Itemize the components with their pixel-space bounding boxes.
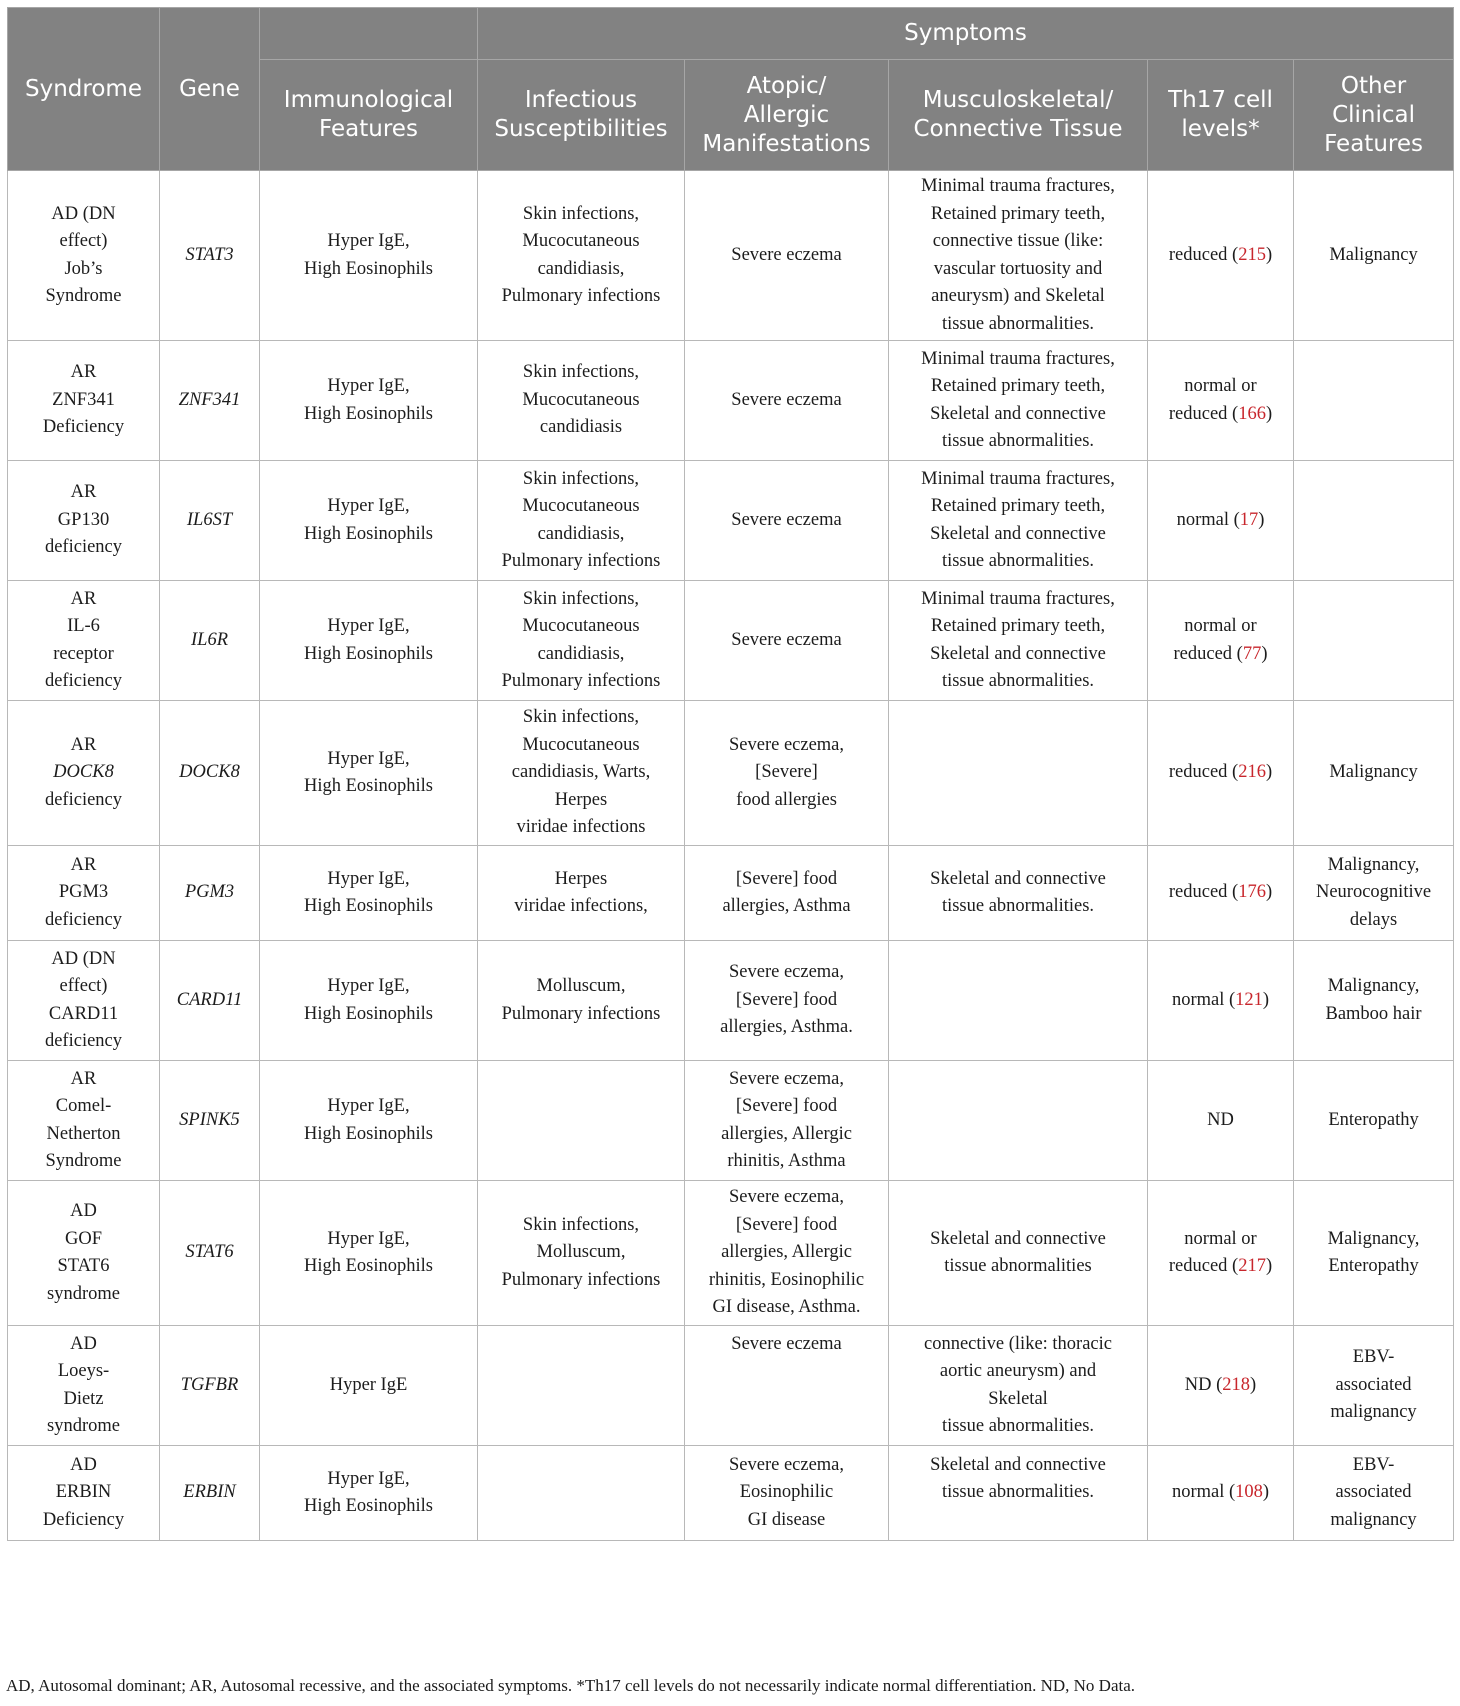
cell-gene: ZNF341 [160, 341, 260, 461]
atopic-line: Eosinophilic [739, 1482, 834, 1503]
cell-gene: STAT3 [160, 171, 260, 341]
syndrome-line: AD [70, 1454, 97, 1475]
cell-syndrome [8, 1326, 160, 1446]
immunological-line: High Eosinophils [304, 1123, 433, 1144]
cell-atopic [685, 581, 889, 701]
syndrome-line: effect) [59, 231, 108, 251]
atopic-line: Severe eczema, [728, 734, 845, 755]
table-row [8, 171, 1454, 341]
musculoskeletal-line: aneurysm) and Skeletal [931, 286, 1105, 306]
other-line: Neurocognitive [1315, 882, 1432, 903]
other-line: malignancy [1330, 1509, 1417, 1530]
cell-infectious [478, 171, 685, 341]
syndrome-line: GP130 [57, 509, 110, 530]
cell-musculoskeletal [889, 581, 1148, 701]
atopic-line: allergies, Allergic [721, 1242, 852, 1263]
syndrome-line: ERBIN [55, 1482, 112, 1503]
table-row [8, 581, 1454, 701]
infectious-line: candidiasis, Warts, [511, 762, 651, 783]
musculoskeletal-line: Minimal trauma fractures, [921, 588, 1115, 609]
th17-line: reduced (166) [1168, 403, 1273, 424]
syndrome-line: AR [70, 588, 97, 609]
other-line: EBV- [1352, 1347, 1395, 1368]
th17-line: reduced (77) [1173, 643, 1268, 664]
reference-link[interactable]: 77 [1242, 643, 1262, 664]
cell-infectious [478, 1326, 685, 1446]
cell-musculoskeletal [889, 1326, 1148, 1446]
infectious-line: Skin infections, [522, 203, 640, 224]
header-other: Other Clinical Features [1294, 60, 1454, 171]
atopic-line [689, 1413, 884, 1441]
cell-infectious [478, 1446, 685, 1541]
immunological-line: Hyper IgE, [327, 1096, 410, 1116]
atopic-line: Severe eczema [731, 509, 842, 530]
cell-atopic [685, 341, 889, 461]
th17-line: normal or [1184, 1228, 1257, 1249]
reference-link[interactable]: 217 [1238, 1256, 1266, 1276]
cell-infectious [478, 1061, 685, 1181]
infectious-line: Molluscum, [536, 976, 626, 996]
musculoskeletal-line: tissue abnormalities. [941, 671, 1095, 691]
other-line: Enteropathy [1328, 1109, 1419, 1130]
immunological-line: High Eosinophils [304, 523, 433, 544]
atopic-line: Severe eczema [731, 244, 842, 265]
atopic-line: Severe eczema [731, 629, 842, 650]
immunological-line: Hyper IgE, [327, 231, 410, 251]
syndrome-line: Syndrome [45, 286, 122, 306]
cell-gene: ERBIN [160, 1446, 260, 1541]
infectious-line: Skin infections, [522, 468, 640, 489]
th17-line: reduced (217) [1168, 1256, 1273, 1276]
cell-immunological [260, 461, 478, 581]
immunological-line: High Eosinophils [304, 896, 433, 916]
immunological-line: Hyper IgE, [327, 496, 410, 516]
cell-syndrome [8, 1061, 160, 1181]
immunological-line: High Eosinophils [304, 1256, 433, 1276]
atopic-line: Severe eczema, [728, 962, 845, 983]
immunological-line: Hyper IgE, [327, 976, 410, 996]
cell-gene: SPINK5 [160, 1061, 260, 1181]
syndrome-line: syndrome [47, 1283, 120, 1304]
cell-syndrome [8, 581, 160, 701]
th17-line: reduced (216) [1168, 762, 1273, 783]
th17-line: reduced (176) [1168, 882, 1273, 903]
musculoskeletal-line: tissue abnormalities. [941, 313, 1095, 334]
th17-line: ND (218) [1184, 1374, 1257, 1395]
atopic-line: [Severe] food [735, 989, 838, 1010]
cell-syndrome [8, 941, 160, 1061]
cell-atopic [685, 701, 889, 846]
cell-th17 [1148, 1181, 1294, 1326]
cell-other [1294, 846, 1454, 941]
cell-other [1294, 1061, 1454, 1181]
header-symptoms: Symptoms [478, 8, 1454, 60]
syndrome-line: Deficiency [42, 417, 125, 438]
cell-other [1294, 941, 1454, 1061]
other-line: Malignancy, [1327, 854, 1420, 875]
immunological-line: Hyper IgE [329, 1374, 408, 1395]
cell-immunological [260, 1326, 478, 1446]
infectious-line: Herpes [554, 868, 608, 889]
atopic-line: [Severe] food [735, 868, 838, 889]
infectious-line: Mucocutaneous [522, 734, 640, 755]
syndrome-line: GOF [64, 1228, 102, 1249]
other-line: Bamboo hair [1325, 1003, 1422, 1024]
immunological-line: Hyper IgE, [327, 748, 410, 769]
atopic-line: [Severe] [755, 762, 818, 783]
other-line: Enteropathy [1328, 1256, 1419, 1276]
cell-th17 [1148, 1446, 1294, 1541]
cell-other [1294, 1326, 1454, 1446]
cell-gene: CARD11 [160, 941, 260, 1061]
table-row [8, 1326, 1454, 1446]
infectious-line: Mucocutaneous [522, 231, 640, 251]
cell-musculoskeletal [889, 341, 1148, 461]
th17-line: normal or [1184, 616, 1257, 636]
atopic-line: Severe eczema, [728, 1068, 845, 1089]
infectious-line: Skin infections, [522, 707, 640, 728]
atopic-line: GI disease [747, 1509, 826, 1530]
cell-atopic [685, 461, 889, 581]
th17-line: reduced (215) [1168, 244, 1273, 265]
other-line: Malignancy, [1327, 976, 1420, 996]
other-line: Malignancy [1329, 762, 1418, 783]
cell-infectious [478, 701, 685, 846]
cell-atopic [685, 1181, 889, 1326]
reference-link[interactable]: 108 [1235, 1482, 1263, 1503]
musculoskeletal-line: Skeletal and connective [930, 643, 1106, 664]
musculoskeletal-line: connective (like: thoracic [924, 1333, 1112, 1354]
th17-line: normal (17) [1176, 509, 1265, 530]
syndrome-line: effect) [59, 976, 108, 996]
cell-musculoskeletal [889, 461, 1148, 581]
cell-immunological [260, 846, 478, 941]
musculoskeletal-line: tissue abnormalities. [941, 431, 1095, 451]
cell-atopic [685, 846, 889, 941]
cell-gene: TGFBR [160, 1326, 260, 1446]
atopic-line: allergies, Asthma. [720, 1017, 853, 1038]
syndrome-line: deficiency [44, 789, 123, 810]
reference-link[interactable]: 218 [1222, 1374, 1251, 1395]
infectious-line: Pulmonary infections [501, 1003, 661, 1024]
syndrome-line: AR [70, 734, 97, 755]
immunological-line: Hyper IgE, [327, 1468, 410, 1489]
immunological-line: Hyper IgE, [327, 1228, 410, 1249]
infectious-line: viridae infections [516, 817, 646, 838]
reference-link[interactable]: 17 [1239, 509, 1259, 530]
header-infectious: Infectious Susceptibilities [478, 60, 685, 171]
cell-syndrome [8, 1446, 160, 1541]
musculoskeletal-line: Skeletal [988, 1388, 1048, 1409]
th17-line: ND [1207, 1109, 1234, 1130]
cell-other [1294, 171, 1454, 341]
header-atopic: Atopic/ Allergic Manifestations [685, 60, 889, 171]
atopic-line: Severe eczema [731, 1333, 842, 1354]
immunological-line: High Eosinophils [304, 776, 433, 796]
cell-th17 [1148, 1061, 1294, 1181]
cell-th17 [1148, 941, 1294, 1061]
cell-syndrome [8, 701, 160, 846]
cell-infectious [478, 1181, 685, 1326]
header-th17: Th17 cell levels* [1148, 60, 1294, 171]
infectious-line: Pulmonary infections [501, 551, 661, 571]
syndrome-line: AD (DN [51, 203, 116, 224]
syndrome-line: Job’s [64, 258, 103, 279]
musculoskeletal-line: Skeletal and connective [930, 1228, 1106, 1249]
cell-th17 [1148, 701, 1294, 846]
musculoskeletal-line: Minimal trauma fractures, [921, 468, 1115, 489]
immunological-line: High Eosinophils [304, 258, 433, 279]
cell-th17 [1148, 461, 1294, 581]
atopic-line: [Severe] food [735, 1214, 838, 1235]
atopic-line: Severe eczema, [728, 1454, 845, 1475]
musculoskeletal-line: Retained primary teeth, [930, 616, 1106, 636]
cell-musculoskeletal [889, 941, 1148, 1061]
cell-immunological [260, 1446, 478, 1541]
syndrome-line: ZNF341 [52, 389, 115, 410]
cell-musculoskeletal [889, 1061, 1148, 1181]
th17-line: normal (108) [1171, 1482, 1270, 1503]
syndrome-line: IL-6 [67, 616, 100, 636]
syndrome-line: AR [70, 362, 97, 383]
syndrome-line: Deficiency [42, 1509, 125, 1530]
other-line: malignancy [1330, 1402, 1417, 1423]
musculoskeletal-line: Skeletal and connective [930, 868, 1106, 889]
cell-immunological [260, 1181, 478, 1326]
reference-link[interactable]: 216 [1238, 762, 1266, 783]
atopic-line: allergies, Asthma [722, 896, 851, 916]
table-body [8, 171, 1454, 1541]
table-row [8, 941, 1454, 1061]
cell-syndrome [8, 341, 160, 461]
musculoskeletal-line: Retained primary teeth, [930, 376, 1106, 396]
cell-infectious [478, 341, 685, 461]
cell-immunological [260, 581, 478, 701]
syndrome-line: CARD11 [48, 1003, 119, 1024]
musculoskeletal-line: tissue abnormalities. [941, 896, 1095, 916]
cell-syndrome [8, 1181, 160, 1326]
infectious-line: Molluscum, [536, 1242, 626, 1263]
table-footnote: AD, Autosomal dominant; AR, Autosomal recessive, and the associated symptoms. *Th17 cell levels do not necessarily indicate normal differentiation. ND, No Data. [6, 1676, 1136, 1695]
musculoskeletal-line: Skeletal and connective [930, 1454, 1106, 1475]
syndrome-line: Loeys- [57, 1361, 110, 1381]
other-line: associated [1335, 1482, 1412, 1503]
other-line: associated [1335, 1374, 1412, 1395]
cell-immunological [260, 941, 478, 1061]
cell-atopic [685, 171, 889, 341]
infectious-line: Mucocutaneous [522, 496, 640, 516]
cell-gene: IL6R [160, 581, 260, 701]
musculoskeletal-line [893, 1507, 1143, 1535]
syndrome-line: AD (DN [51, 948, 116, 969]
syndrome-line: STAT6 [57, 1256, 110, 1276]
header-blank [260, 8, 478, 60]
cell-atopic [685, 1061, 889, 1181]
reference-link[interactable]: 215 [1238, 244, 1266, 265]
cell-musculoskeletal [889, 846, 1148, 941]
syndrome-line: AD [70, 1201, 97, 1221]
infectious-line: Skin infections, [522, 362, 640, 383]
table-row [8, 461, 1454, 581]
cell-musculoskeletal [889, 1446, 1148, 1541]
th17-line: normal or [1184, 376, 1257, 396]
infectious-line: candidiasis, [537, 258, 625, 279]
cell-th17 [1148, 171, 1294, 341]
other-line: EBV- [1352, 1454, 1395, 1475]
cell-atopic [685, 1326, 889, 1446]
musculoskeletal-line: tissue abnormalities [944, 1256, 1092, 1276]
cell-other [1294, 1446, 1454, 1541]
atopic-line [689, 1386, 884, 1414]
cell-other [1294, 701, 1454, 846]
atopic-line: Severe eczema [731, 389, 842, 410]
table-row [8, 341, 1454, 461]
other-line: Malignancy, [1327, 1228, 1420, 1249]
infectious-line: candidiasis [539, 417, 623, 438]
infectious-line: Pulmonary infections [501, 671, 661, 691]
infectious-line: Mucocutaneous [522, 389, 640, 410]
cell-immunological [260, 341, 478, 461]
cell-atopic [685, 941, 889, 1061]
atopic-line: GI disease, Asthma. [712, 1297, 861, 1318]
infectious-line: candidiasis, [537, 523, 625, 544]
syndrome-line: PGM3 [58, 882, 109, 903]
infectious-line: Mucocutaneous [522, 616, 640, 636]
atopic-line: allergies, Allergic [721, 1123, 852, 1144]
table-row [8, 1061, 1454, 1181]
header-musculoskeletal: Musculoskeletal/ Connective Tissue [889, 60, 1148, 171]
cell-immunological [260, 1061, 478, 1181]
infectious-line: candidiasis, [537, 643, 625, 664]
header-gene: Gene [160, 8, 260, 171]
infectious-line: Skin infections, [522, 588, 640, 609]
syndrome-line: syndrome [47, 1416, 120, 1436]
immunological-line: High Eosinophils [304, 403, 433, 424]
cell-musculoskeletal [889, 701, 1148, 846]
infectious-line: Herpes [554, 789, 608, 810]
cell-atopic [685, 1446, 889, 1541]
cell-immunological [260, 701, 478, 846]
syndrome-line: Netherton [46, 1123, 121, 1144]
syndrome-line: AD [70, 1333, 97, 1354]
syndrome-line: deficiency [44, 671, 123, 691]
th17-line: normal (121) [1171, 989, 1270, 1010]
cell-other [1294, 581, 1454, 701]
syndrome-line: AR [70, 854, 97, 875]
cell-th17 [1148, 581, 1294, 701]
table-row [8, 846, 1454, 941]
musculoskeletal-line: Retained primary teeth, [930, 203, 1106, 224]
reference-link[interactable]: 166 [1238, 403, 1266, 424]
reference-link[interactable]: 176 [1238, 882, 1266, 903]
cell-infectious [478, 461, 685, 581]
cell-infectious [478, 846, 685, 941]
syndrome-table [7, 7, 1454, 1541]
immunological-line: Hyper IgE, [327, 868, 410, 889]
syndrome-line: Syndrome [45, 1151, 122, 1171]
musculoskeletal-line: aortic aneurysm) and [939, 1361, 1097, 1381]
musculoskeletal-line: Retained primary teeth, [930, 496, 1106, 516]
syndrome-line: deficiency [44, 909, 123, 930]
cell-gene: IL6ST [160, 461, 260, 581]
cell-th17 [1148, 846, 1294, 941]
musculoskeletal-line: Minimal trauma fractures, [921, 348, 1115, 369]
syndrome-line: receptor [53, 643, 114, 664]
musculoskeletal-line: tissue abnormalities. [941, 1416, 1095, 1436]
musculoskeletal-line: Minimal trauma fractures, [921, 176, 1115, 196]
syndrome-line: Dietz [63, 1388, 104, 1409]
cell-infectious [478, 941, 685, 1061]
cell-infectious [478, 581, 685, 701]
musculoskeletal-line: tissue abnormalities. [941, 1482, 1095, 1503]
immunological-line: Hyper IgE, [327, 376, 410, 396]
syndrome-line: AR [70, 482, 97, 503]
table-row [8, 1181, 1454, 1326]
cell-other [1294, 1181, 1454, 1326]
infectious-line: Skin infections, [522, 1214, 640, 1235]
immunological-line: Hyper IgE, [327, 616, 410, 636]
syndrome-line: deficiency [44, 1031, 123, 1051]
atopic-line: rhinitis, Eosinophilic [708, 1269, 865, 1290]
musculoskeletal-line: vascular tortuosity and [933, 258, 1103, 279]
cell-syndrome [8, 461, 160, 581]
atopic-line: Severe eczema, [728, 1187, 845, 1208]
table-row [8, 701, 1454, 846]
syndrome-line: Comel- [55, 1096, 112, 1116]
syndrome-line: AR [70, 1068, 97, 1089]
cell-gene: DOCK8 [160, 701, 260, 846]
other-line: delays [1349, 909, 1398, 930]
cell-gene: STAT6 [160, 1181, 260, 1326]
cell-th17 [1148, 341, 1294, 461]
cell-immunological [260, 171, 478, 341]
cell-musculoskeletal [889, 1181, 1148, 1326]
immunological-line: High Eosinophils [304, 1003, 433, 1024]
syndrome-line: deficiency [44, 537, 123, 558]
header-syndrome: Syndrome [8, 8, 160, 171]
atopic-line: [Severe] food [735, 1096, 838, 1116]
cell-other [1294, 461, 1454, 581]
cell-syndrome [8, 846, 160, 941]
musculoskeletal-line: tissue abnormalities. [941, 551, 1095, 571]
infectious-line: viridae infections, [514, 896, 648, 916]
table-container [7, 7, 1453, 1541]
other-line: Malignancy [1329, 244, 1418, 265]
header-immunological: Immunological Features [260, 60, 478, 171]
musculoskeletal-line: connective tissue (like: [932, 231, 1104, 251]
infectious-line: Pulmonary infections [501, 1269, 661, 1290]
cell-th17 [1148, 1326, 1294, 1446]
cell-other [1294, 341, 1454, 461]
atopic-line: food allergies [736, 789, 837, 810]
cell-syndrome [8, 171, 160, 341]
musculoskeletal-line: Skeletal and connective [930, 523, 1106, 544]
cell-gene: PGM3 [160, 846, 260, 941]
cell-musculoskeletal [889, 171, 1148, 341]
syndrome-line: DOCK8 [53, 762, 114, 783]
musculoskeletal-line: Skeletal and connective [930, 403, 1106, 424]
immunological-line: High Eosinophils [304, 1496, 433, 1516]
immunological-line: High Eosinophils [304, 643, 433, 664]
table-row [8, 1446, 1454, 1541]
atopic-line [689, 1358, 884, 1386]
infectious-line: Pulmonary infections [501, 286, 661, 306]
reference-link[interactable]: 121 [1235, 989, 1263, 1010]
atopic-line: rhinitis, Asthma [727, 1151, 846, 1171]
